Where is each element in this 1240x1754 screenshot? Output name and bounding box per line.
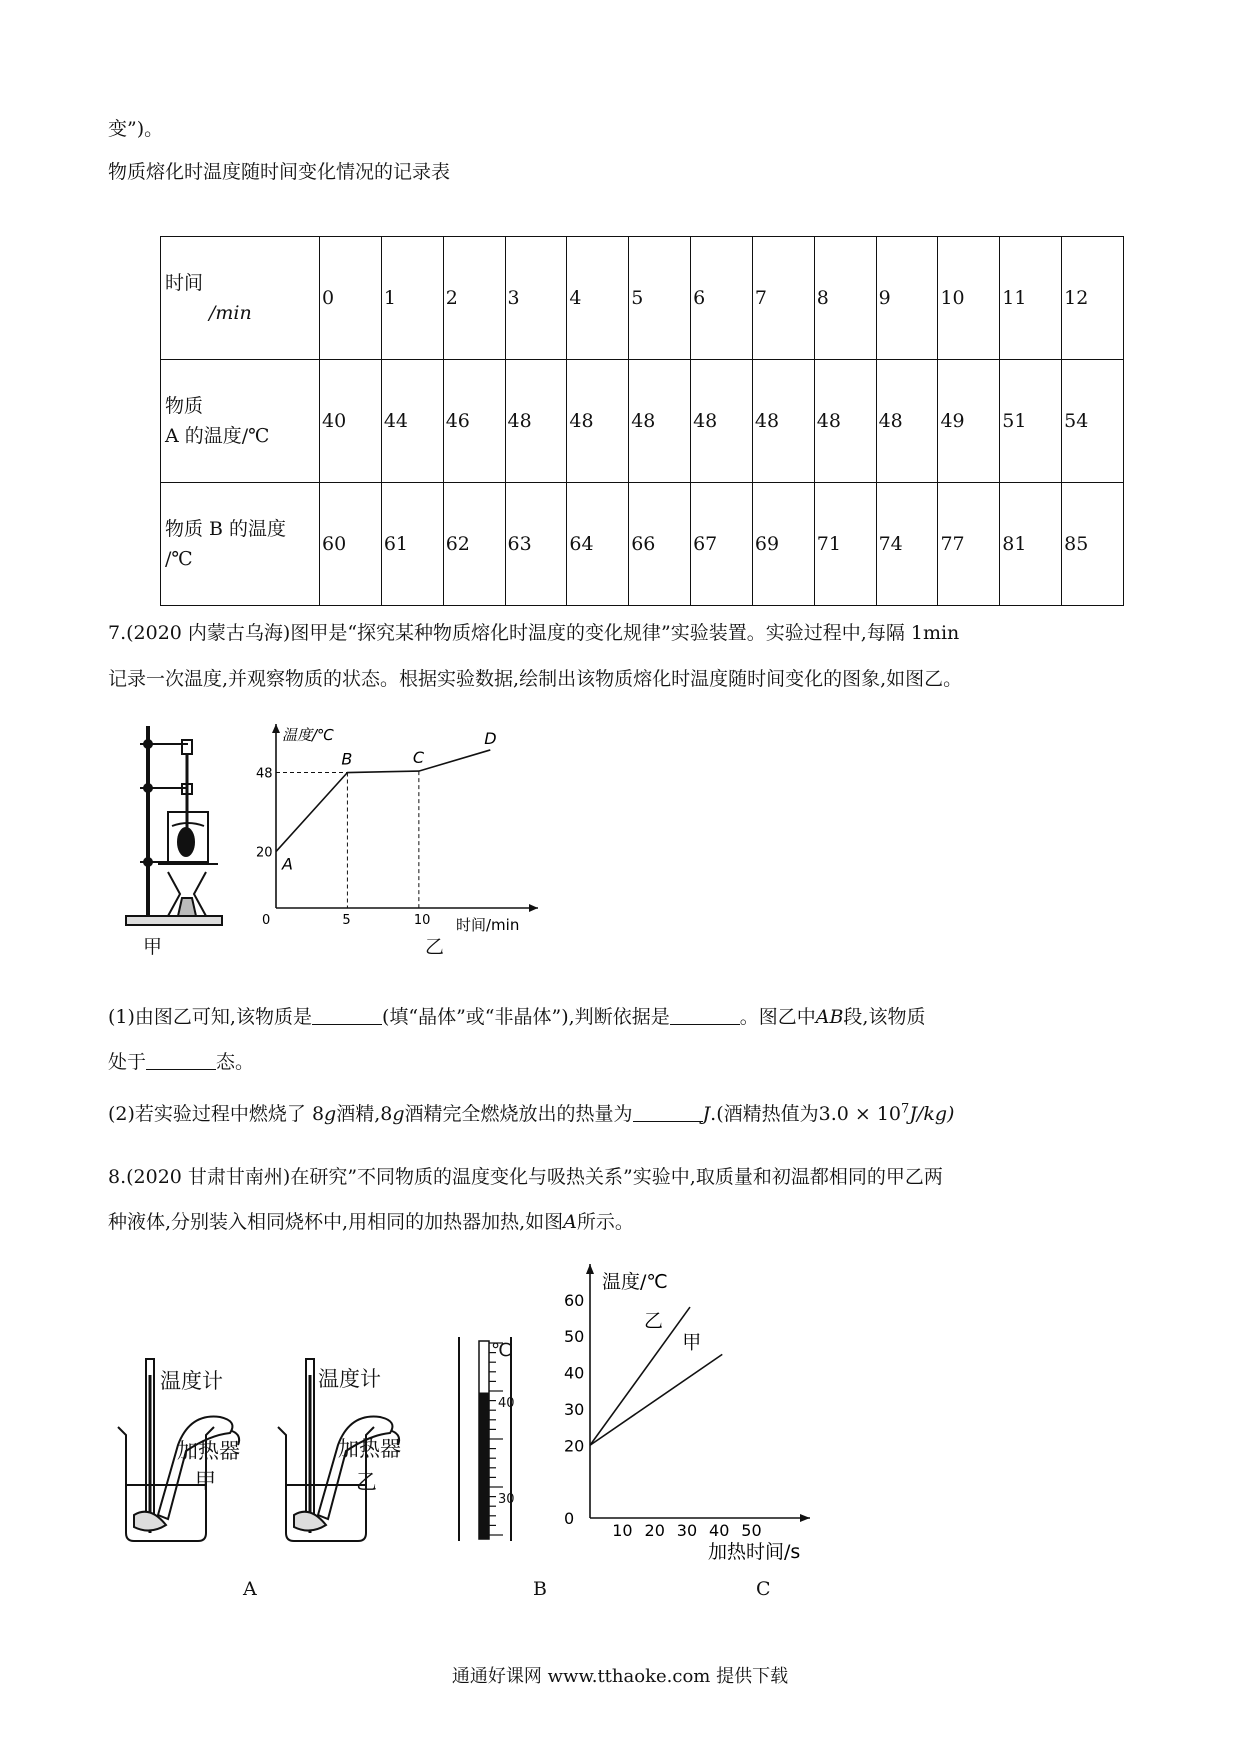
table-cell: 64 xyxy=(567,483,629,606)
series-line-1 xyxy=(590,1307,690,1445)
q7-line2: 记录一次温度,并观察物质的状态。根据实验数据,绘制出该物质熔化时温度随时间变化的图象,如图乙。 xyxy=(108,668,963,690)
table-cell: 40 xyxy=(320,360,382,483)
fig-yi-label: 乙 xyxy=(425,936,445,958)
table-cell: 9 xyxy=(876,237,938,360)
table-cell: 69 xyxy=(752,483,814,606)
row-header-time: 时间 /min xyxy=(161,237,320,360)
melting-chart xyxy=(256,718,596,933)
table-cell: 8 xyxy=(814,237,876,360)
table-cell: 48 xyxy=(752,360,814,483)
x-axis-arrow xyxy=(529,904,538,912)
thermometer-tick-30: 30 xyxy=(498,1492,515,1507)
table-cell: 67 xyxy=(691,483,753,606)
x-axis-label: 加热时间/s xyxy=(708,1541,801,1560)
table-cell: 74 xyxy=(876,483,938,606)
thermometer-tick-40: 40 xyxy=(498,1396,515,1411)
table-cell: 12 xyxy=(1062,237,1124,360)
table-cell: 66 xyxy=(629,483,691,606)
melting-apparatus-figure xyxy=(118,722,228,927)
x-tick-label: 40 xyxy=(709,1521,730,1540)
table-cell: 61 xyxy=(381,483,443,606)
table-cell: 10 xyxy=(938,237,1000,360)
point-label: A xyxy=(282,854,293,874)
q8-line2: 种液体,分别装入相同烧杯中,用相同的加热器加热,如图A所示。 xyxy=(108,1211,634,1233)
answer-blank[interactable] xyxy=(146,1050,216,1070)
q7-sub1-line2: 处于 态。 xyxy=(108,1051,255,1073)
row-header-temp-a: 物质 A 的温度/℃ xyxy=(161,360,320,483)
thermometer-scale-figure xyxy=(455,1335,525,1545)
table-cell: 44 xyxy=(381,360,443,483)
table-cell: 0 xyxy=(320,237,382,360)
fig-a-label: A xyxy=(243,1578,257,1600)
fig-b-label: B xyxy=(533,1578,547,1600)
table-cell: 48 xyxy=(814,360,876,483)
table-cell: 71 xyxy=(814,483,876,606)
series-label: 甲 xyxy=(682,1331,702,1354)
x-tick-label: 0 xyxy=(262,913,271,928)
fig-c-label: C xyxy=(756,1578,771,1600)
table-cell: 81 xyxy=(1000,483,1062,606)
x-tick-label: 30 xyxy=(676,1521,698,1540)
answer-blank[interactable] xyxy=(312,1005,382,1025)
beaker2-tag: 乙 xyxy=(356,1470,377,1494)
row-header-temp-b: 物质 B 的温度 /℃ xyxy=(161,483,320,606)
point-label: B xyxy=(341,749,353,769)
y-tick-label: 48 xyxy=(256,766,273,782)
table-cell: 5 xyxy=(629,237,691,360)
y-tick-label: 20 xyxy=(256,845,273,861)
table-cell: 7 xyxy=(752,237,814,360)
y-axis-arrow xyxy=(272,724,280,733)
table-row-temp-b xyxy=(161,483,1124,606)
y-tick-label: 0 xyxy=(564,1509,575,1528)
table-cell: 2 xyxy=(443,237,505,360)
y-tick-label: 40 xyxy=(564,1363,585,1383)
y-tick-label: 30 xyxy=(564,1399,585,1419)
table-cell: 48 xyxy=(629,360,691,483)
prev-question-fragment: 变”)。 xyxy=(108,118,164,140)
table-cell: 85 xyxy=(1062,483,1124,606)
x-tick-label: 5 xyxy=(342,913,351,928)
y-tick-label: 60 xyxy=(564,1290,585,1310)
q8-line1: 8.(2020 甘肃甘南州)在研究”不同物质的温度变化与吸热关系”实验中,取质量和初温都相同的甲乙两 xyxy=(108,1166,943,1188)
table-cell: 49 xyxy=(938,360,1000,483)
y-axis-label: 温度/℃ xyxy=(282,726,334,744)
table-row-time xyxy=(161,237,1124,360)
table-cell: 1 xyxy=(381,237,443,360)
q7-sub2: (2)若实验过程中燃烧了 8g酒精,8g酒精完全燃烧放出的热量为 J.(酒精热值为$3.0 \times 10^7J/kg$) xyxy=(108,1101,955,1125)
table-row-temp-a xyxy=(161,360,1124,483)
table-cell: 11 xyxy=(1000,237,1062,360)
thermometer-label-1: 温度计 xyxy=(160,1369,223,1393)
table-cell: 51 xyxy=(1000,360,1062,483)
x-tick-label: 10 xyxy=(612,1521,633,1540)
series-label: 乙 xyxy=(644,1310,664,1333)
table-caption: 物质熔化时温度随时间变化情况的记录表 xyxy=(108,161,451,183)
table-cell: 46 xyxy=(443,360,505,483)
table-cell: 4 xyxy=(567,237,629,360)
page-footer: 通通好课网 www.tthaoke.com 提供下载 xyxy=(451,1666,789,1687)
x-axis-label: 时间/min xyxy=(456,916,520,933)
fig-jia-label: 甲 xyxy=(143,936,163,958)
x-axis-arrow xyxy=(800,1514,810,1522)
table-cell: 77 xyxy=(938,483,1000,606)
thermometer-unit: ℃ xyxy=(491,1340,512,1361)
series-line-2 xyxy=(590,1354,722,1445)
y-tick-label: 50 xyxy=(564,1327,585,1347)
heating-chart xyxy=(548,1260,818,1560)
y-tick-label: 20 xyxy=(564,1436,585,1456)
y-axis-label: 温度/℃ xyxy=(602,1271,668,1293)
beaker1-tag: 甲 xyxy=(195,1469,216,1493)
heater-label-1: 加热器 xyxy=(177,1439,240,1463)
table-cell: 48 xyxy=(505,360,567,483)
thermometer-label-2: 温度计 xyxy=(318,1367,381,1391)
table-cell: 54 xyxy=(1062,360,1124,483)
table-cell: 3 xyxy=(505,237,567,360)
heater-label-2: 加热器 xyxy=(338,1437,401,1461)
table-cell: 63 xyxy=(505,483,567,606)
answer-blank[interactable] xyxy=(633,1102,703,1122)
point-label: C xyxy=(412,748,425,768)
x-tick-label: 20 xyxy=(644,1521,665,1540)
table-cell: 48 xyxy=(567,360,629,483)
q7-sub1-line1: (1)由图乙可知,该物质是 (填“晶体”或“非晶体”),判断依据是 。图乙中AB段,该物质 xyxy=(108,1006,926,1028)
q7-line1: 7.(2020 内蒙古乌海)图甲是“探究某种物质熔化时温度的变化规律”实验装置。实验过程中,每隔 1min xyxy=(108,622,960,644)
table-cell: 60 xyxy=(320,483,382,606)
table-cell: 48 xyxy=(691,360,753,483)
y-axis-arrow xyxy=(586,1264,594,1274)
table-cell: 62 xyxy=(443,483,505,606)
x-tick-label: 50 xyxy=(741,1521,762,1540)
table-cell: 6 xyxy=(691,237,753,360)
point-label: D xyxy=(484,728,497,748)
x-tick-label: 10 xyxy=(413,913,431,928)
melting-record-table xyxy=(160,236,1124,606)
series-line xyxy=(276,750,490,852)
table-cell: 48 xyxy=(876,360,938,483)
answer-blank[interactable] xyxy=(670,1005,740,1025)
